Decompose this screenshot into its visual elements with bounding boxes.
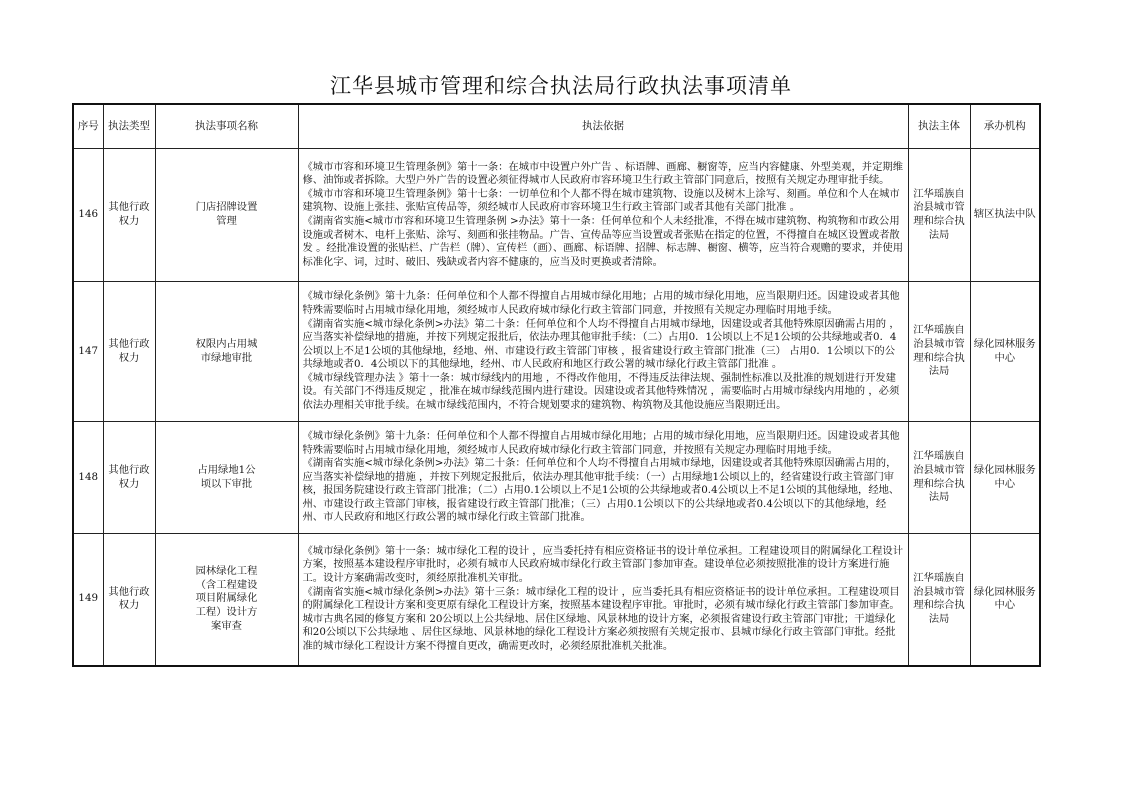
table-row	[73, 422, 1040, 534]
cell-subject: 江华瑶族自治县城市管理和综合执法局	[908, 422, 970, 534]
cell-type: 其他行政权力	[103, 149, 155, 282]
cell-seq: 147	[73, 282, 103, 422]
cell-basis	[298, 282, 908, 422]
basis-paragraph: 《城市绿化条例》第十九条：任何单位和个人都不得擅自占用城市绿化用地；占用的城市绿化用地，应当限期归还。因建设或者其他特殊需要临时占用城市绿化用地，须经城市人民政府城市绿化行政主管部门同意，并按照有关规定办理临时用地手续。	[302, 290, 900, 316]
header-basis: 执法依据	[298, 104, 908, 149]
header-type: 执法类型	[103, 104, 155, 149]
cell-seq: 146	[73, 149, 103, 282]
cell-subject: 江华瑶族自治县城市管理和综合执法局	[908, 534, 970, 666]
table-row	[73, 282, 1040, 422]
basis-paragraph: 《湖南省实施<城市绿化条例>办法》第二十条：任何单位和个人均不得擅自占用城市绿地，因建设或者其他特殊原因确需占用的，应当落实补偿绿地的措施 ，并按下列规定报批后，依法办理其他审批手续：（一）占用绿地1公顷以上的，经省建设行政主管部门审核，报国务院建设行政主管部门批准；（二）占用0.1公顷以上不足1公顷的公共绿地或者0.4公顷以上不足1公顷的其他绿地，经地、州、市建设行政主管部门审核，报省建设行政主管部门批准；（三）占用0.1公顷以下的公共绿地或者0.4公顷以下的其他绿地，经州、市人民政府和地区行政公署的城市绿化行政主管部门批准。	[302, 457, 900, 524]
cell-subject: 江华瑶族自治县城市管理和综合执法局	[908, 282, 970, 422]
basis-paragraph: 《城市市容和环境卫生管理条例》第十一条：在城市中设置户外广告 、标语牌、画廊、橱窗等，应当内容健康、外型美观，并定期维修、油饰或者拆除。大型户外广告的设置必须征得城市人民政府市容环境卫生行政主管部门同意后，按照有关规定办理审批手续。	[302, 160, 903, 187]
cell-basis	[298, 422, 908, 534]
table-row	[73, 534, 1040, 666]
header-name: 执法事项名称	[155, 104, 298, 149]
cell-name: 权限内占用城市绿地审批	[155, 282, 298, 422]
page-title: 江华县城市管理和综合执法局行政执法事项清单	[330, 74, 792, 98]
basis-paragraph: 《城市绿线管理办法 》第十一条：城市绿线内的用地 ，不得改作他用，不得违反法律法规、强制性标准以及批准的规划进行开发建设。有关部门不得违反规定 ，批准在城市绿线范围内进行建设。因建设或者其他特殊情况 ，需要临时占用城市绿线内用地的 ，必须依法办理相关审批手续。在城市绿线范围内，不符合规划要求的建筑物、构筑物及其他设施应当限期迁出。	[302, 371, 900, 412]
cell-type: 其他行政权力	[103, 422, 155, 534]
cell-agency: 绿化园林服务中心	[970, 534, 1040, 666]
cell-basis	[298, 534, 908, 666]
cell-type: 其他行政权力	[103, 282, 155, 422]
cell-name: 占用绿地1公顷以下审批	[155, 422, 298, 534]
basis-paragraph: 《城市市容和环境卫生管理条例》第十七条：一切单位和个人都不得在城市建筑物、设施以及树木上涂写、刻画。单位和个人在城市建筑物、设施上张挂、张贴宣传品等，须经城市人民政府市容环境卫生行政主管部门或者其他有关部门批准 。	[302, 187, 900, 214]
table-header-row	[73, 104, 1040, 149]
header-agency: 承办机构	[970, 104, 1040, 149]
cell-agency: 绿化园林服务中心	[970, 422, 1040, 534]
cell-agency: 绿化园林服务中心	[970, 282, 1040, 422]
cell-name: 园林绿化工程（含工程建设项目附属绿化工程）设计方案审查	[155, 534, 298, 666]
cell-subject: 江华瑶族自治县城市管理和综合执法局	[908, 149, 970, 282]
cell-agency: 辖区执法中队	[970, 149, 1040, 282]
cell-name: 门店招牌设置管理	[155, 149, 298, 282]
basis-paragraph: 《湖南省实施<城市绿化条例>办法》第二十条：任何单位和个人均不得擅自占用城市绿地，因建设或者其他特殊原因确需占用的 ，应当落实补偿绿地的措施，并按下列规定报批后，依法办理其他审批手续：（二）占用0．1公顷以上不足1公顷的公共绿地或者0．4公顷以上不足1公顷的其他绿地，经地、州、市建设行政主管部门审核 ，报省建设行政主管部门批准（三） 占用0．1公顷以下的公共绿地或者0．4公顷以下的其他绿地，经州、市人民政府和地区行政公署的城市绿化行政主管部门批准 。	[302, 317, 900, 371]
table-row	[73, 149, 1040, 282]
cell-seq: 149	[73, 534, 103, 666]
cell-seq: 148	[73, 422, 103, 534]
enforcement-items-table	[72, 103, 1041, 667]
cell-type: 其他行政权力	[103, 534, 155, 666]
header-subject: 执法主体	[908, 104, 970, 149]
basis-paragraph: 《湖南省实施<城市绿化条例>办法》第十三条：城市绿化工程的设计 ，应当委托具有相应资格证书的设计单位承担。工程建设项目的附属绿化工程设计方案和变更原有绿化工程设计方案，按照基本建设程序审批。审批时，必须有城市绿化行政主管部门参加审查。城市古典名园的修复方案和 20公顷以上公共绿地、居住区绿地、风景林地的设计方案，必须报省建设行政主管部门审批；干道绿化和20公顷以下公共绿地 、居住区绿地、风景林地的绿化工程设计方案必须按照有关规定报市、县城市绿化行政主管部门审批。经批准的城市绿化工程设计方案不得擅自更改，确需更改时，必须经原批准机关批准。	[302, 585, 900, 653]
cell-basis	[298, 149, 908, 282]
basis-paragraph: 《湖南省实施<城市市容和环境卫生管理条例 >办法》第十一条：任何单位和个人未经批准，不得在城市建筑物、构筑物和市政公用设施或者树木、电杆上张贴、涂写、刻画和张挂物品。广告、宣传品等应当设置或者张贴在指定的位置，不得擅自在城区设置或者散发 。经批准设置的张贴栏、广告栏（牌）、宣传栏（画）、画廊、标语牌、招牌、标志牌、橱窗、横等，应当符合观赡的要求，并使用标准化字、词，过时、破旧、残缺或者内容不健康的，应当及时更换或者清除。	[302, 215, 903, 268]
basis-paragraph: 《城市绿化条例》第十一条：城市绿化工程的设计 ，应当委托持有相应资格证书的设计单位承担。工程建设项目的附属绿化工程设计方案，按照基本建设程序审批时，必须有城市人民政府城市绿化行政主管部门参加审查。建设单位必须按照批准的设计方案进行施工。设计方案确需改变时，须经原批准机关审批。	[302, 544, 903, 585]
basis-paragraph: 《城市绿化条例》第十九条：任何单位和个人都不得擅自占用城市绿化用地；占用的城市绿化用地，应当限期归还。因建设或者其他特殊需要临时占用城市绿化用地，须经城市人民政府城市绿化行政主管部门同意，并按照有关规定办理临时用地手续。	[302, 429, 900, 456]
header-seq: 序号	[73, 104, 103, 149]
